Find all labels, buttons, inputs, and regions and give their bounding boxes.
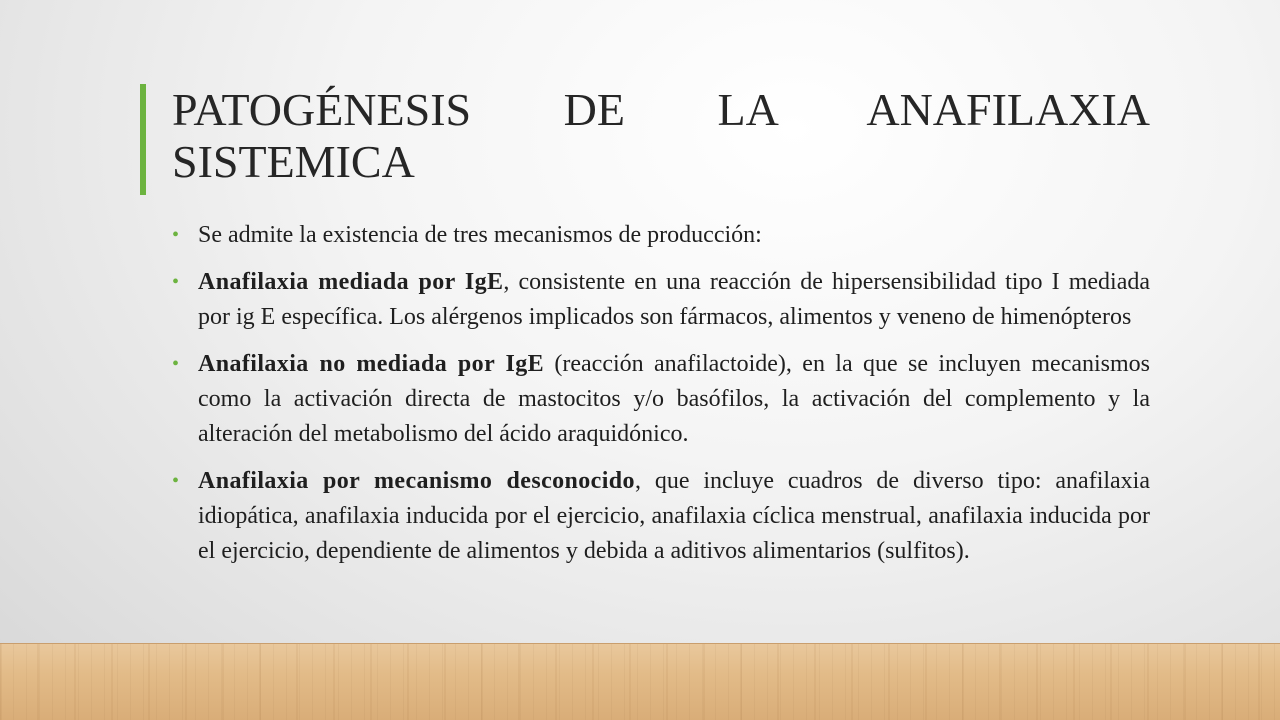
bullet-dot-icon: • (172, 224, 180, 246)
bullet-item-ige (172, 265, 1150, 335)
bullet-item-intro (172, 218, 1150, 253)
slide-title-line-2: SISTEMICA (172, 136, 415, 187)
slide-title (172, 84, 1150, 188)
title-accent-bar (140, 84, 146, 195)
bullet-dot-icon: • (172, 353, 180, 375)
slide-title-line-1: PATOGÉNESIS DE LA ANAFILAXIA (172, 84, 1150, 135)
bullet-list (172, 218, 1150, 581)
bullet-lead: Anafilaxia por mecanismo desconocido (198, 468, 635, 494)
bullet-item-unknown (172, 464, 1150, 569)
bullet-text: , que incluye cuadros de diverso tipo: anafilaxia idiopática, anafilaxia inducida por el ejercicio, anafilaxia cíclica menstrual, anafilaxia inducida por el ejercicio, dependiente de alimentos y debida a aditivos alimentarios (sulfitos). (198, 468, 1150, 564)
bullet-lead: Anafilaxia no mediada por IgE (198, 351, 545, 377)
bullet-text: , consistente en una reacción de hipersensibilidad tipo I mediada por ig E específica. Los alérgenos implicados son fármacos, alimentos y veneno de himenópteros (198, 269, 1150, 330)
bullet-text: Se admite la existencia de tres mecanismos de producción: (198, 222, 762, 248)
bullet-dot-icon: • (172, 470, 180, 492)
wood-floor-background (0, 643, 1280, 720)
bullet-lead: Anafilaxia mediada por IgE (198, 269, 504, 295)
bullet-text: (reacción anafilactoide), en la que se incluyen mecanismos como la activación directa de mastocitos y/o basófilos, la activación del complemento y la alteración del metabolismo del ácido araquidónico. (198, 351, 1151, 447)
bullet-dot-icon: • (172, 271, 180, 293)
bullet-item-non-ige (172, 347, 1150, 452)
